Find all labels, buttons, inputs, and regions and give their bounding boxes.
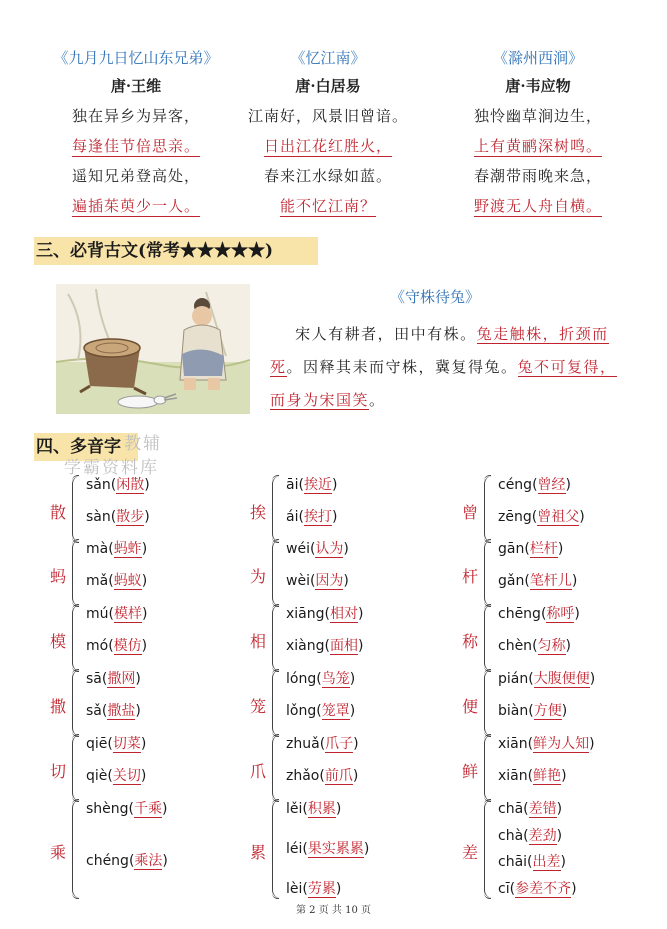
brace-icon bbox=[72, 476, 81, 542]
brace-icon bbox=[484, 605, 493, 671]
reading: wèi(因为) bbox=[286, 573, 349, 590]
pinyin: xiāng bbox=[286, 606, 325, 622]
poem-1 bbox=[36, 46, 236, 224]
pinyin: cī bbox=[498, 880, 510, 897]
poem-title: 《九月九日忆山东兄弟》 bbox=[53, 49, 219, 67]
prose-body bbox=[270, 318, 630, 417]
polyphone-char: 称 bbox=[462, 632, 479, 651]
reading: qiē(切菜) bbox=[86, 736, 147, 752]
example-word: 鲜为人知 bbox=[533, 736, 590, 752]
section-heading-classical-text: 三、必背古文(常考★★★★★) bbox=[34, 237, 318, 265]
pinyin: biàn bbox=[498, 703, 529, 720]
reading: lóng(鸟笼) bbox=[286, 671, 356, 687]
pinyin: sǎn bbox=[86, 477, 111, 493]
polyphone-entry bbox=[50, 603, 240, 677]
polyphone-entry bbox=[462, 603, 652, 677]
poem-line-key: 每逢佳节倍思亲。 bbox=[71, 137, 200, 155]
example-word: 果实累累 bbox=[307, 840, 364, 857]
example-word: 大腹便便 bbox=[533, 671, 590, 687]
polyphone-char: 蚂 bbox=[50, 567, 67, 586]
polyphone-char: 曾 bbox=[462, 503, 479, 522]
reading: céng(曾经) bbox=[498, 477, 572, 493]
pinyin: chèn bbox=[498, 638, 533, 655]
reading: chēng(称呼) bbox=[498, 606, 580, 622]
poem-line-key: 日出江花红胜火， bbox=[263, 137, 392, 155]
prose-key-text: 兔不可复得，而身为宋国笑 bbox=[270, 358, 617, 409]
reading: chéng(乘法) bbox=[86, 853, 168, 870]
pinyin: zhuǎ bbox=[286, 736, 320, 752]
reading: mú(模样) bbox=[86, 606, 148, 622]
example-word: 挨近 bbox=[303, 477, 332, 493]
polyphone-entry bbox=[462, 668, 652, 742]
reading: mó(模仿) bbox=[86, 638, 148, 655]
example-word: 相对 bbox=[329, 606, 358, 622]
reading: xiāng(相对) bbox=[286, 606, 364, 622]
polyphone-entry bbox=[50, 474, 240, 548]
brace-icon bbox=[272, 800, 281, 898]
reading: xiān(鲜艳) bbox=[498, 768, 567, 785]
reading: mà(蚂蚱) bbox=[86, 541, 148, 557]
example-word: 爪子 bbox=[325, 736, 354, 752]
poem-line: 春来江水绿如蓝。 bbox=[263, 167, 392, 185]
brace-icon bbox=[72, 605, 81, 671]
polyphone-char: 爪 bbox=[250, 762, 267, 781]
reading: mǎ(蚂蚁) bbox=[86, 573, 148, 590]
example-word: 蚂蚁 bbox=[113, 573, 142, 590]
reading: sàn(散步) bbox=[86, 509, 150, 526]
brace-icon bbox=[484, 540, 493, 606]
example-word: 曾祖父 bbox=[537, 509, 580, 526]
brace-icon bbox=[72, 800, 81, 898]
example-word: 栏杆 bbox=[529, 541, 558, 557]
example-word: 积累 bbox=[307, 801, 336, 817]
watermark-line: 学霸资料库 bbox=[64, 458, 159, 478]
pinyin: chāi bbox=[498, 854, 528, 871]
brace-icon bbox=[72, 540, 81, 606]
reading: chāi(出差) bbox=[498, 854, 566, 871]
pinyin: lěi bbox=[286, 801, 303, 817]
pinyin: āi bbox=[286, 477, 299, 493]
poem-line-key: 上有黄鹂深树鸣。 bbox=[473, 137, 602, 155]
poem-title: 《忆江南》 bbox=[290, 49, 366, 67]
pinyin: mǎ bbox=[86, 573, 109, 590]
example-word: 笼罩 bbox=[321, 703, 350, 720]
reading: cī(参差不齐) bbox=[498, 880, 577, 897]
pinyin: qiè bbox=[86, 768, 108, 785]
polyphone-entry bbox=[250, 603, 440, 677]
prose-text: 。因释其耒而守株，冀复得兔。 bbox=[286, 358, 518, 376]
example-word: 出差 bbox=[532, 854, 561, 871]
pinyin: chā bbox=[498, 801, 524, 817]
poem-line-key: 遍插茱萸少一人。 bbox=[71, 197, 200, 215]
poem-author: 唐·王维 bbox=[110, 77, 162, 95]
poem-line: 江南好，风景旧曾谙。 bbox=[247, 107, 408, 125]
pinyin: chēng bbox=[498, 606, 541, 622]
brace-icon bbox=[272, 540, 281, 606]
pinyin: ái bbox=[286, 509, 299, 526]
pinyin: shèng bbox=[86, 801, 129, 817]
example-word: 切菜 bbox=[112, 736, 141, 752]
polyphone-char: 挨 bbox=[250, 503, 267, 522]
reading: xiān(鲜为人知) bbox=[498, 736, 595, 752]
brace-icon bbox=[484, 670, 493, 736]
pinyin: mà bbox=[86, 541, 109, 557]
pinyin: zhǎo bbox=[286, 768, 320, 785]
reading: sǎn(闲散) bbox=[86, 477, 150, 493]
pinyin: xiàng bbox=[286, 638, 325, 655]
poem-line: 独在异乡为异客， bbox=[71, 107, 200, 125]
polyphone-entry bbox=[250, 474, 440, 548]
poem-line: 春潮带雨晚来急， bbox=[473, 167, 602, 185]
example-word: 曾经 bbox=[537, 477, 566, 493]
polyphone-char: 模 bbox=[50, 632, 67, 651]
example-word: 称呼 bbox=[546, 606, 575, 622]
reading: sǎ(撒盐) bbox=[86, 703, 141, 720]
reading: chā(差错) bbox=[498, 801, 563, 817]
polyphone-char: 杆 bbox=[462, 567, 479, 586]
prose-text: 。 bbox=[369, 391, 386, 409]
example-word: 蚂蚱 bbox=[113, 541, 142, 557]
watermark bbox=[64, 432, 162, 480]
reading: xiàng(面相) bbox=[286, 638, 364, 655]
reading: gǎn(笔杆儿) bbox=[498, 573, 578, 590]
pinyin: gān bbox=[498, 541, 525, 557]
brace-icon bbox=[484, 800, 493, 898]
example-word: 差劲 bbox=[528, 827, 557, 844]
pinyin: zēng bbox=[498, 509, 532, 526]
polyphone-entry bbox=[462, 733, 652, 807]
brace-icon bbox=[272, 476, 281, 542]
example-word: 匀称 bbox=[537, 638, 566, 655]
polyphone-entry bbox=[250, 668, 440, 742]
example-word: 关切 bbox=[112, 768, 141, 785]
example-word: 模仿 bbox=[113, 638, 142, 655]
reading: zēng(曾祖父) bbox=[498, 509, 585, 526]
poem-line-key: 野渡无人舟自横。 bbox=[473, 197, 602, 215]
polyphone-entry bbox=[250, 733, 440, 807]
poem-2 bbox=[228, 46, 428, 224]
reading: biàn(方便) bbox=[498, 703, 568, 720]
pinyin: sā bbox=[86, 671, 102, 687]
example-word: 因为 bbox=[315, 573, 344, 590]
example-word: 笔杆儿 bbox=[529, 573, 572, 590]
poem-author: 唐·白居易 bbox=[295, 77, 361, 95]
example-word: 前爪 bbox=[324, 768, 353, 785]
polyphone-char: 切 bbox=[50, 762, 67, 781]
example-word: 方便 bbox=[533, 703, 562, 720]
example-word: 散步 bbox=[116, 509, 145, 526]
polyphone-entry bbox=[250, 798, 440, 904]
brace-icon bbox=[272, 670, 281, 736]
example-word: 闲散 bbox=[116, 477, 145, 493]
example-word: 参差不齐 bbox=[515, 880, 572, 897]
polyphone-entry bbox=[50, 733, 240, 807]
polyphone-entry bbox=[462, 474, 652, 548]
pinyin: lóng bbox=[286, 671, 317, 687]
polyphone-entry bbox=[50, 798, 240, 904]
pinyin: mú bbox=[86, 606, 109, 622]
reading: lǒng(笼罩) bbox=[286, 703, 356, 720]
reading: ái(挨打) bbox=[286, 509, 338, 526]
brace-icon bbox=[272, 735, 281, 801]
polyphone-char: 便 bbox=[462, 697, 479, 716]
example-word: 乘法 bbox=[134, 853, 163, 870]
poem-author: 唐·韦应物 bbox=[505, 77, 571, 95]
section-heading-polyphones: 四、多音字 bbox=[34, 433, 138, 461]
reading: zhuǎ(爪子) bbox=[286, 736, 359, 752]
polyphone-char: 散 bbox=[50, 503, 67, 522]
illustration-farmer-waiting-stump bbox=[56, 284, 250, 414]
polyphone-char: 累 bbox=[250, 843, 267, 862]
poem-line: 遥知兄弟登高处， bbox=[71, 167, 200, 185]
polyphone-char: 撒 bbox=[50, 697, 67, 716]
pinyin: céng bbox=[498, 477, 533, 493]
example-word: 模样 bbox=[113, 606, 142, 622]
prose-key-text: 兔走触株，折颈而死 bbox=[270, 325, 609, 376]
poem-title: 《滁州西涧》 bbox=[492, 49, 583, 67]
pinyin: sǎ bbox=[86, 703, 102, 720]
brace-icon bbox=[72, 735, 81, 801]
polyphone-entry bbox=[250, 538, 440, 612]
reading: chèn(匀称) bbox=[498, 638, 571, 655]
reading: sā(撒网) bbox=[86, 671, 141, 687]
brace-icon bbox=[272, 605, 281, 671]
polyphone-char: 乘 bbox=[50, 843, 67, 862]
brace-icon bbox=[484, 476, 493, 542]
pinyin: chà bbox=[498, 827, 524, 844]
reading: wéi(认为) bbox=[286, 541, 349, 557]
polyphone-entry bbox=[50, 538, 240, 612]
prose-title: 《守株待兔》 bbox=[390, 288, 481, 306]
polyphone-char: 差 bbox=[462, 843, 479, 862]
polyphone-entry bbox=[462, 538, 652, 612]
reading: léi(果实累累) bbox=[286, 840, 370, 857]
brace-icon bbox=[72, 670, 81, 736]
polyphone-char: 笼 bbox=[250, 697, 267, 716]
pinyin: lèi bbox=[286, 880, 303, 897]
poem-line-key: 能不忆江南？ bbox=[279, 197, 376, 215]
polyphone-entry bbox=[50, 668, 240, 742]
pinyin: pián bbox=[498, 671, 529, 687]
poem-3 bbox=[438, 46, 638, 224]
pinyin: qiē bbox=[86, 736, 108, 752]
reading: shèng(千乘) bbox=[86, 801, 168, 817]
pinyin: gǎn bbox=[498, 573, 525, 590]
example-word: 鸟笼 bbox=[321, 671, 350, 687]
pinyin: xiān bbox=[498, 736, 528, 752]
pinyin: chéng bbox=[86, 853, 129, 870]
page-footer: 第 2 页 共 10 页 bbox=[296, 905, 371, 916]
polyphone-char: 为 bbox=[250, 567, 267, 586]
example-word: 认为 bbox=[315, 541, 344, 557]
reading: zhǎo(前爪) bbox=[286, 768, 359, 785]
reading: lěi(积累) bbox=[286, 801, 342, 817]
example-word: 千乘 bbox=[134, 801, 163, 817]
pinyin: lǒng bbox=[286, 703, 317, 720]
pinyin: wéi bbox=[286, 541, 310, 557]
pinyin: xiān bbox=[498, 768, 528, 785]
pinyin: mó bbox=[86, 638, 109, 655]
example-word: 鲜艳 bbox=[533, 768, 562, 785]
example-word: 撒盐 bbox=[107, 703, 136, 720]
example-word: 差错 bbox=[528, 801, 557, 817]
brace-icon bbox=[484, 735, 493, 801]
reading: chà(差劲) bbox=[498, 827, 563, 844]
example-word: 劳累 bbox=[307, 880, 336, 897]
pinyin: léi bbox=[286, 840, 303, 857]
polyphone-entry bbox=[462, 798, 652, 904]
polyphone-char: 鲜 bbox=[462, 762, 479, 781]
watermark-line: 教辅 bbox=[124, 434, 162, 454]
poem-line: 独怜幽草涧边生， bbox=[473, 107, 602, 125]
reading: lèi(劳累) bbox=[286, 880, 342, 897]
reading: qiè(关切) bbox=[86, 768, 147, 785]
polyphone-char: 相 bbox=[250, 632, 267, 651]
pinyin: sàn bbox=[86, 509, 111, 526]
reading: āi(挨近) bbox=[286, 477, 338, 493]
pinyin: wèi bbox=[286, 573, 310, 590]
prose-text: 宋人有耕者，田中有株。 bbox=[295, 325, 477, 343]
example-word: 撒网 bbox=[107, 671, 136, 687]
example-word: 面相 bbox=[329, 638, 358, 655]
example-word: 挨打 bbox=[303, 509, 332, 526]
reading: pián(大腹便便) bbox=[498, 671, 596, 687]
reading: gān(栏杆) bbox=[498, 541, 564, 557]
